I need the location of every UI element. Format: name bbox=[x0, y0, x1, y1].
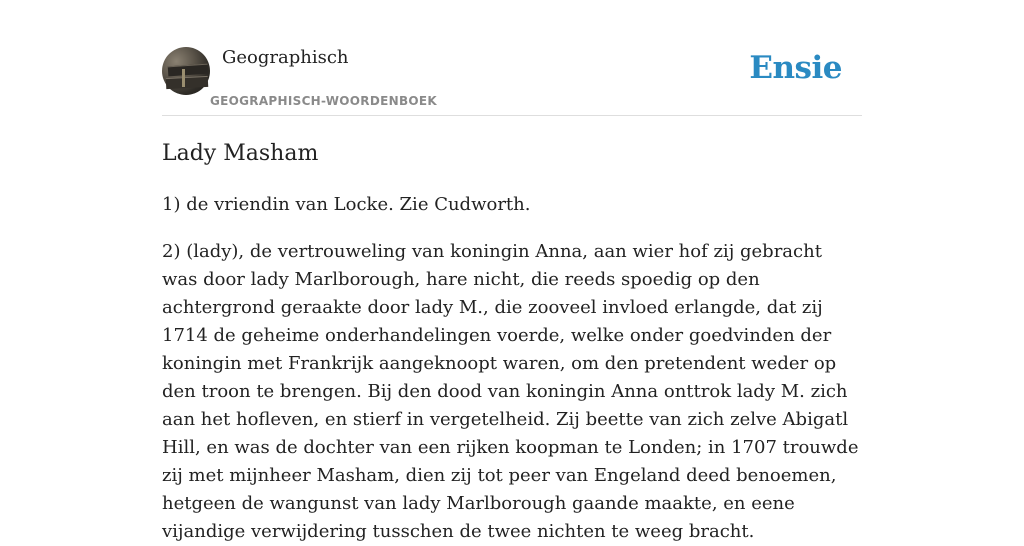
ensie-logo[interactable]: Ensie bbox=[749, 50, 842, 86]
author-handle[interactable]: GEOGRAPHISCH-WOORDENBOEK bbox=[210, 94, 437, 108]
article-paragraph-1: 1) de vriendin van Locke. Zie Cudworth. bbox=[162, 194, 531, 215]
header bbox=[162, 46, 862, 116]
author-name[interactable]: Geographisch bbox=[222, 47, 349, 68]
avatar-book-shape bbox=[182, 69, 185, 87]
header-divider bbox=[162, 115, 862, 116]
avatar-book-shape bbox=[168, 64, 209, 77]
article-title: Lady Masham bbox=[162, 141, 319, 166]
avatar[interactable] bbox=[162, 47, 210, 95]
avatar-book-shape bbox=[166, 76, 209, 89]
article-paragraph-2: 2) (lady), de vertrouweling van koningin Anna, aan wier hof zij gebracht was door lady Marlborough, hare nicht, die reeds spoedig op den achtergrond geraakte door lady M., die zooveel invloed erlangde, dat zij 1714 de geheime onderhandelingen voerde, welke onder goedvinden der koningin met Frankrijk aangeknoopt waren, om den pretendent weder op den troon te brengen. Bij den dood van koningin Anna onttrok lady M. zich aan het hofleven, en stierf in vergetelheid. Zij beette van zich zelve Abigatl Hill, en was de dochter van een rijken koopman te Londen; in 1707 trouwde zij met mijnheer Masham, dien zij tot peer van Engeland deed benoemen, hetgeen de wangunst van lady Marlborough gaande maakte, en eene vijandige verwijdering tusschen de twee nichten te weeg bracht. bbox=[162, 241, 859, 542]
article bbox=[162, 138, 862, 546]
